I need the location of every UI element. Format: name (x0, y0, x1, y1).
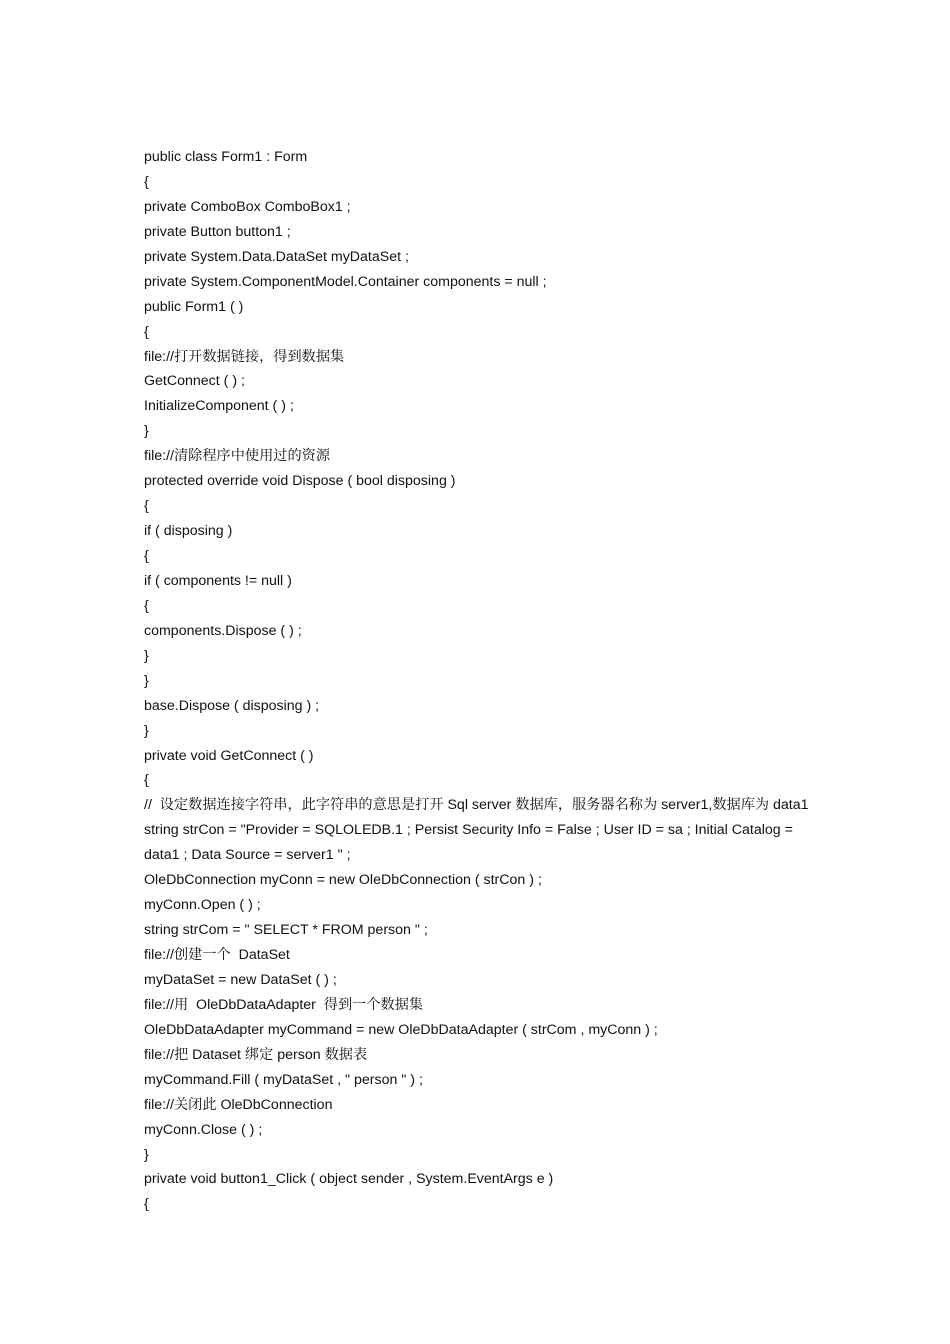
code-line: private void button1_Click ( object sender , System.EventArgs e ) (144, 1171, 554, 1188)
code-line: { (144, 173, 149, 190)
code-line: { (144, 498, 149, 515)
code-line: public Form1 ( ) (144, 298, 244, 315)
code-line: { (144, 323, 149, 340)
code-line: InitializeComponent ( ) ; (144, 398, 294, 415)
code-line: GetConnect ( ) ; (144, 373, 245, 390)
code-line: } (144, 672, 149, 689)
code-line: } (144, 647, 149, 664)
code-comment-line: file://把 Dataset 绑定 person 数据表 (144, 1046, 368, 1063)
code-line: { (144, 1196, 149, 1213)
code-comment-line: file://关闭此 OleDbConnection (144, 1096, 333, 1113)
code-line: { (144, 772, 149, 789)
code-line: private void GetConnect ( ) (144, 747, 314, 764)
code-comment-line: file://清除程序中使用过的资源 (144, 448, 331, 465)
code-line: myCommand.Fill ( myDataSet , " person " ) ; (144, 1071, 423, 1088)
code-line: } (144, 722, 149, 739)
code-comment-line: file://用 OleDbDataAdapter 得到一个数据集 (144, 996, 424, 1013)
code-line: protected override void Dispose ( bool disposing ) (144, 473, 456, 490)
code-line: private ComboBox ComboBox1 ; (144, 198, 351, 215)
code-line: { (144, 597, 149, 614)
code-comment-line: file://打开数据链接，得到数据集 (144, 348, 345, 365)
code-line: public class Form1 : Form (144, 149, 308, 165)
code-line: private System.ComponentModel.Container components = null ; (144, 273, 547, 290)
code-line: string strCom = " SELECT * FROM person " ; (144, 922, 428, 939)
code-line: } (144, 1146, 149, 1163)
code-line: private Button button1 ; (144, 223, 291, 240)
code-line: private System.Data.DataSet myDataSet ; (144, 248, 409, 265)
code-line: OleDbDataAdapter myCommand = new OleDbDataAdapter ( strCom , myConn ) ; (144, 1021, 658, 1038)
code-line: myConn.Close ( ) ; (144, 1121, 263, 1138)
code-line: components.Dispose ( ) ; (144, 622, 302, 639)
code-line: if ( components != null ) (144, 572, 292, 589)
code-line: data1 ; Data Source = server1 " ; (144, 847, 351, 864)
code-line: myConn.Open ( ) ; (144, 897, 261, 914)
code-line: myDataSet = new DataSet ( ) ; (144, 971, 337, 988)
code-line: { (144, 548, 149, 564)
code-comment-line: file://创建一个 DataSet (144, 947, 290, 963)
code-line: base.Dispose ( disposing ) ; (144, 697, 320, 714)
code-line: } (144, 423, 149, 440)
code-line: OleDbConnection myConn = new OleDbConnection ( strCon ) ; (144, 872, 542, 889)
code-listing (144, 145, 824, 1217)
code-line: if ( disposing ) (144, 523, 233, 540)
code-comment-line: // 设定数据连接字符串，此字符串的意思是打开 Sql server 数据库，服务器名称为 server1,数据库为 data1 (144, 797, 809, 814)
code-line: string strCon = "Provider = SQLOLEDB.1 ; Persist Security Info = False ; User ID = sa ; Initial Catalog = (144, 822, 793, 839)
